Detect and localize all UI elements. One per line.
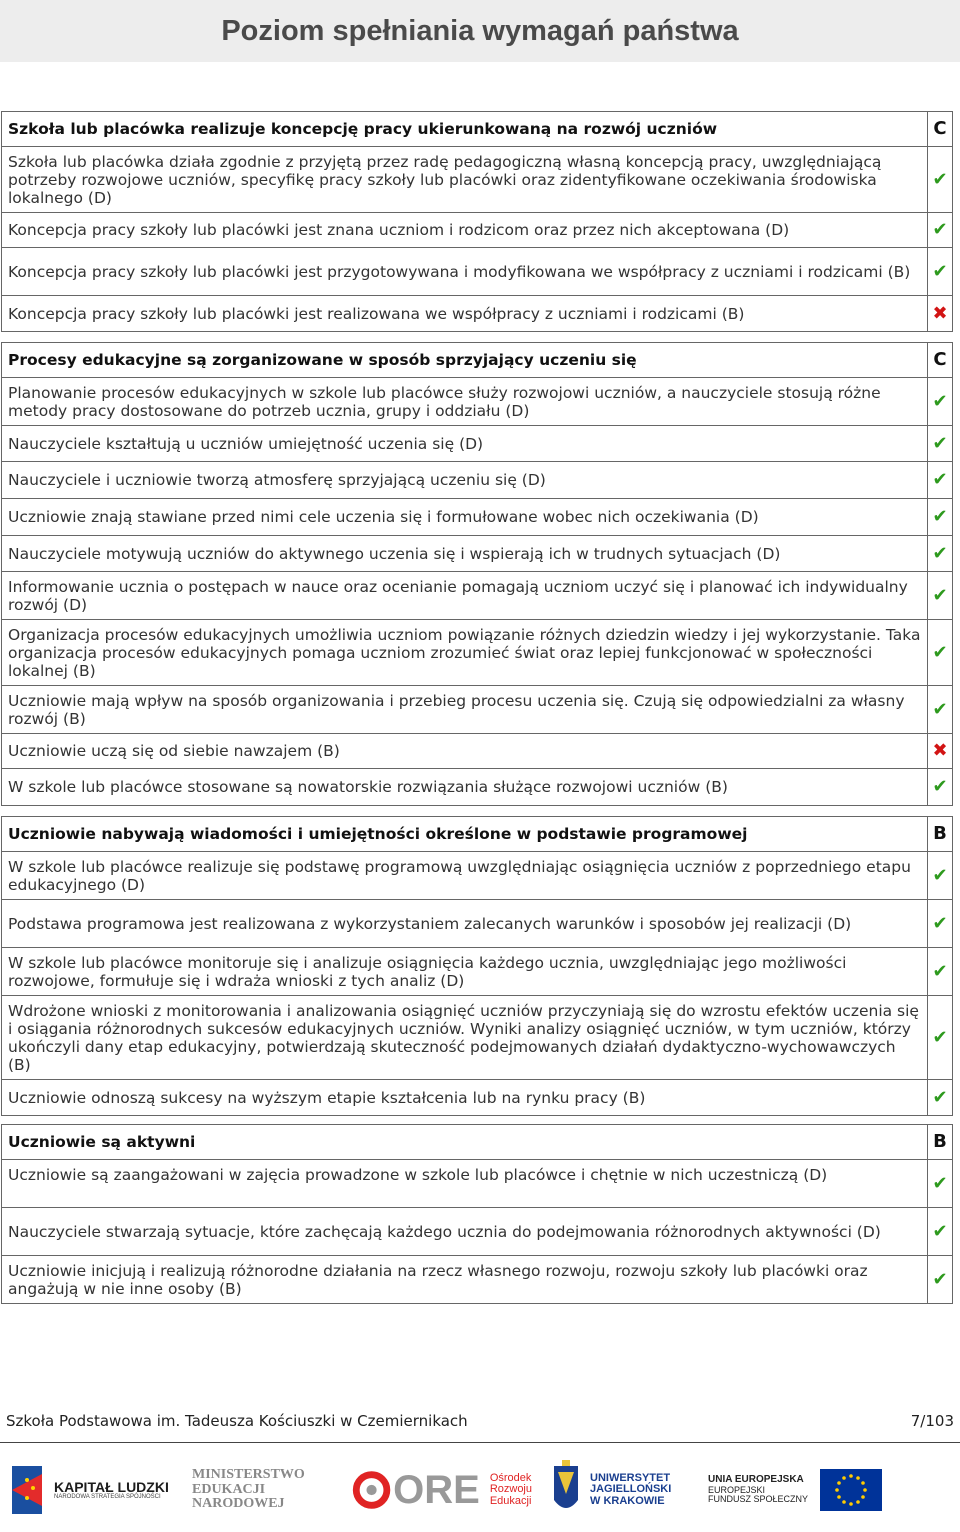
men-line-1: MINISTERSTWO: [192, 1466, 305, 1482]
table-row: [2, 426, 953, 462]
ore-name: ORE: [393, 1468, 480, 1512]
men-line-3: NARODOWEJ: [192, 1496, 285, 1512]
check-icon: ✔: [928, 499, 953, 536]
kl-subtitle: NARODOWA STRATEGIA SPÓJNOŚCI: [54, 1494, 161, 1501]
requirement-text: Informowanie ucznia o postępach w nauce oraz ocenianie pomagają uczniom uczyć się i planować ich indywidualny rozwój (D): [2, 572, 928, 620]
page-title-bar: [0, 0, 960, 62]
requirement-text: Uczniowie są zaangażowani w zajęcia prowadzone w szkole lub placówce i chętnie w nich uczestniczą (D): [2, 1160, 928, 1208]
level-badge: C: [928, 343, 953, 378]
check-icon: ✔: [928, 248, 953, 296]
table-row: [2, 620, 953, 686]
requirement-section: [1, 111, 953, 332]
table-row: [2, 734, 953, 769]
ore-ring-icon: [352, 1467, 391, 1513]
table-row: [2, 769, 953, 806]
cross-icon: ✖: [928, 734, 953, 769]
table-row: [2, 572, 953, 620]
check-icon: ✔: [928, 1080, 953, 1116]
check-icon: ✔: [928, 852, 953, 900]
requirement-text: Uczniowie mają wpływ na sposób organizowania i przebieg procesu uczenia się. Czują się odpowiedzialni za własny rozwój (B): [2, 686, 928, 734]
check-icon: ✔: [928, 948, 953, 996]
check-icon: ✔: [928, 900, 953, 948]
requirement-text: Organizacja procesów edukacyjnych umożliwia uczniom powiązanie różnych dziedzin wiedzy i jej wykorzystanie. Taka organizacja procesów edukacyjnych pomaga uczniom zrozumieć świat oraz lepiej funkcjonować w społeczności lokalnej (B): [2, 620, 928, 686]
sponsor-logos: [0, 1452, 960, 1528]
level-badge: B: [928, 817, 953, 852]
kapital-ludzki-logo: [8, 1452, 178, 1528]
table-row: [2, 248, 953, 296]
requirement-text: Uczniowie uczą się od siebie nawzajem (B): [2, 734, 928, 769]
uj-logo: [548, 1452, 688, 1528]
check-icon: ✔: [928, 462, 953, 499]
requirement-text: W szkole lub placówce monitoruje się i analizuje osiągnięcia każdego ucznia, uwzględniając jego możliwości rozwojowe, formułuje się i wdraża wnioski z tych analiz (D): [2, 948, 928, 996]
requirement-text: Nauczyciele stwarzają sytuacje, które zachęcają każdego ucznia do podejmowania różnorodnych aktywności (D): [2, 1208, 928, 1256]
table-row: [2, 1208, 953, 1256]
requirement-text: Uczniowie znają stawiane przed nimi cele uczenia się i formułowane wobec nich oczekiwania (D): [2, 499, 928, 536]
requirement-text: Szkoła lub placówka działa zgodnie z przyjętą przez radę pedagogiczną własną koncepcją pracy, uwzględniającą potrzeby rozwojowe uczniów, specyfikę pracy szkoły lub placówki oraz zidentyfikowane oczekiwania środowiska lokalnego (D): [2, 147, 928, 213]
requirement-text: Nauczyciele kształtują u uczniów umiejętność uczenia się (D): [2, 426, 928, 462]
page-number: 7/103: [910, 1412, 954, 1430]
requirement-section: [1, 342, 953, 806]
check-icon: ✔: [928, 572, 953, 620]
table-row: [2, 852, 953, 900]
check-icon: ✔: [928, 1256, 953, 1304]
requirement-text: W szkole lub placówce realizuje się podstawę programową uwzględniając osiągnięcia uczniów z poprzedniego etapu edukacyjnego (D): [2, 852, 928, 900]
table-row: [2, 686, 953, 734]
check-icon: ✔: [928, 686, 953, 734]
uj-line-2: JAGIELLOŃSKI: [590, 1483, 672, 1496]
ore-line-2: Rozwoju: [489, 1483, 532, 1496]
uj-crest-icon: [548, 1460, 584, 1520]
table-row: [2, 948, 953, 996]
check-icon: ✔: [928, 426, 953, 462]
footer-divider: [0, 1442, 960, 1443]
table-row: [2, 213, 953, 248]
uj-line-1: UNIWERSYTET: [590, 1471, 671, 1484]
requirement-text: Wdrożone wnioski z monitorowania i analizowania osiągnięć uczniów przyczyniają się do wzrostu efektów uczenia się i osiągania różnorodnych sukcesów edukacyjnych uczniów. Wyniki analizy osiągnięć uczniów, w tym uczniów, którzy ukończyli dany etap edukacyjny, potwierdzają skuteczność podejmowanych działań dydaktyczno-wychowawczych (B): [2, 996, 928, 1080]
eu-line-3: FUNDUSZ SPOŁECZNY: [708, 1494, 809, 1505]
eu-line-2: EUROPEJSKI: [708, 1484, 766, 1495]
level-badge: B: [928, 1125, 953, 1160]
eu-flag-icon: [820, 1469, 882, 1511]
check-icon: ✔: [928, 536, 953, 572]
level-badge: C: [928, 112, 953, 147]
table-row: [2, 900, 953, 948]
section-header: Uczniowie są aktywni: [2, 1125, 928, 1160]
section-header-row: [2, 1125, 953, 1160]
check-icon: ✔: [928, 769, 953, 806]
eu-logo: [708, 1452, 948, 1528]
table-row: [2, 1080, 953, 1116]
section-header-row: [2, 343, 953, 378]
table-row: [2, 996, 953, 1080]
check-icon: ✔: [928, 378, 953, 426]
table-row: [2, 462, 953, 499]
ore-line-3: Edukacji: [489, 1494, 532, 1507]
ore-logo: [352, 1452, 532, 1528]
section-header: Uczniowie nabywają wiadomości i umiejętności określone w podstawie programowej: [2, 817, 928, 852]
requirement-text: Koncepcja pracy szkoły lub placówki jest znana uczniom i rodzicom oraz przez nich akceptowana (D): [2, 213, 928, 248]
requirement-text: Nauczyciele motywują uczniów do aktywnego uczenia się i wspierają ich w trudnych sytuacjach (D): [2, 536, 928, 572]
men-logo: [192, 1452, 312, 1528]
section-header: Szkoła lub placówka realizuje koncepcję pracy ukierunkowaną na rozwój uczniów: [2, 112, 928, 147]
requirement-text: Koncepcja pracy szkoły lub placówki jest realizowana we współpracy z uczniami i rodzicami (B): [2, 296, 928, 332]
requirement-text: Koncepcja pracy szkoły lub placówki jest przygotowywana i modyfikowana we współpracy z uczniami i rodzicami (B): [2, 248, 928, 296]
kl-title: KAPITAŁ LUDZKI: [54, 1478, 169, 1495]
check-icon: ✔: [928, 1208, 953, 1256]
requirement-section: [1, 1124, 953, 1304]
table-row: [2, 378, 953, 426]
table-row: [2, 1160, 953, 1208]
table-row: [2, 147, 953, 213]
requirement-text: Planowanie procesów edukacyjnych w szkole lub placówce służy rozwojowi uczniów, a nauczyciele stosują różne metody pracy dostosowane do potrzeb ucznia, grupy i oddziału (D): [2, 378, 928, 426]
requirement-section: [1, 816, 953, 1116]
men-line-2: EDUKACJI: [192, 1481, 266, 1497]
requirement-text: Uczniowie inicjują i realizują różnorodne działania na rzecz własnego rozwoju, rozwoju szkoły lub placówki oraz angażują w nie inne osoby (B): [2, 1256, 928, 1304]
uj-line-3: W KRAKOWIE: [590, 1494, 665, 1507]
check-icon: ✔: [928, 147, 953, 213]
page-title: Poziom spełniania wymagań państwa: [221, 14, 739, 47]
section-header-row: [2, 817, 953, 852]
check-icon: ✔: [928, 1160, 953, 1208]
section-header: Procesy edukacyjne są zorganizowane w sposób sprzyjający uczeniu się: [2, 343, 928, 378]
table-row: [2, 296, 953, 332]
check-icon: ✔: [928, 996, 953, 1080]
table-row: [2, 1256, 953, 1304]
requirement-text: Nauczyciele i uczniowie tworzą atmosferę sprzyjającą uczeniu się (D): [2, 462, 928, 499]
table-row: [2, 536, 953, 572]
requirement-text: W szkole lub placówce stosowane są nowatorskie rozwiązania służące rozwojowi uczniów (B): [2, 769, 928, 806]
cross-icon: ✖: [928, 296, 953, 332]
ore-line-1: Ośrodek: [489, 1471, 532, 1484]
table-row: [2, 499, 953, 536]
requirement-text: Uczniowie odnoszą sukcesy na wyższym etapie kształcenia lub na rynku pracy (B): [2, 1080, 928, 1116]
section-header-row: [2, 112, 953, 147]
eu-line-1: UNIA EUROPEJSKA: [708, 1474, 804, 1486]
check-icon: ✔: [928, 620, 953, 686]
requirement-text: Podstawa programowa jest realizowana z wykorzystaniem zalecanych warunków i sposobów jej realizacji (D): [2, 900, 928, 948]
eu-flag-wave-icon: [8, 1460, 48, 1520]
check-icon: ✔: [928, 213, 953, 248]
footer-school-name: Szkoła Podstawowa im. Tadeusza Kościuszki w Czemiernikach: [6, 1412, 468, 1430]
